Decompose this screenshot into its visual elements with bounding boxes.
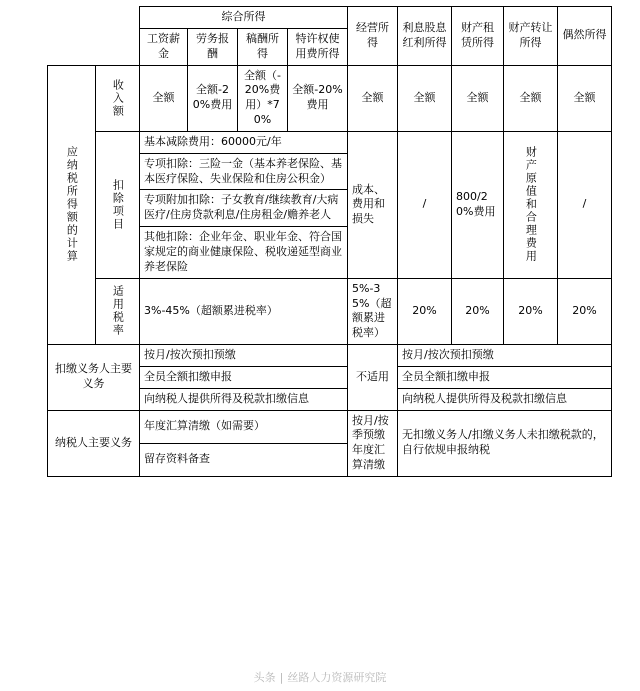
cell-rate-interest: 20% [398,278,452,344]
cell-rate-business: 5%-35%（超额累进税率） [348,278,398,344]
watermark [0,669,640,685]
cell-rate-comprehensive: 3%-45%（超额累进税率） [140,278,348,344]
section-label-withholding-agent-duties: 扣缴义务人主要义务 [48,345,140,411]
row-withholding-1 [48,345,612,367]
row-label-income-amount: 收入额 [96,65,140,131]
cell-income-rent: 全额 [452,65,504,131]
cell-withholding-other-2: 全员全额扣缴申报 [398,366,612,388]
header-col-interest: 利息股息红利所得 [398,7,452,66]
cell-deduction-additional: 专项附加扣除：子女教育/继续教育/大病医疗/住房贷款利息/住房租金/赡养老人 [140,190,348,227]
watermark-source: 头条 [253,671,276,684]
watermark-author: 丝路人力资源研究院 [287,671,387,684]
cell-deduction-business: 成本、费用和损失 [348,131,398,278]
cell-rate-incidental: 20% [558,278,612,344]
row-taxpayer-1 [48,410,612,443]
row-income-amount [48,65,612,131]
header-col-business: 经营所得 [348,7,398,66]
header-col-rent: 财产租赁所得 [452,7,504,66]
cell-income-salary: 全额 [140,65,188,131]
cell-income-transfer: 全额 [504,65,558,131]
watermark-separator: | [279,671,284,684]
cell-deduction-rent: 800/20%费用 [452,131,504,278]
header-group-comprehensive: 综合所得 [140,7,348,29]
header-col-transfer: 财产转让所得 [504,7,558,66]
row-applicable-rate [48,278,612,344]
cell-rate-transfer: 20% [504,278,558,344]
cell-income-writing: 全额（-20%费用）*70% [238,65,288,131]
cell-withholding-business: 不适用 [348,345,398,411]
header-col-franchise: 特许权使用费所得 [288,28,348,65]
cell-taxpayer-comprehensive-2: 留存资料备查 [140,443,348,476]
cell-deduction-interest: / [398,131,452,278]
cell-withholding-comprehensive-1: 按月/按次预扣预缴 [140,345,348,367]
row-deduction-basic [48,131,612,153]
cell-deduction-basic: 基本减除费用：60000元/年 [140,131,348,153]
header-empty-corner-2 [96,7,140,66]
header-col-labor: 劳务报酬 [188,28,238,65]
cell-deduction-transfer: 财产原值和合理费用 [504,131,558,278]
header-col-incidental: 偶然所得 [558,7,612,66]
cell-income-incidental: 全额 [558,65,612,131]
cell-withholding-comprehensive-3: 向纳税人提供所得及税款扣缴信息 [140,388,348,410]
cell-income-interest: 全额 [398,65,452,131]
cell-deduction-special: 专项扣除：三险一金（基本养老保险、基本医疗保险、失业保险和住房公积金） [140,153,348,190]
cell-taxpayer-business: 按月/按季预缴 年度汇算清缴 [348,410,398,476]
header-col-salary: 工资薪金 [140,28,188,65]
cell-taxpayer-other: 无扣缴义务人/扣缴义务人未扣缴税款的，自行依规申报纳税 [398,410,612,476]
cell-withholding-comprehensive-2: 全员全额扣缴申报 [140,366,348,388]
tax-comparison-table [47,6,612,477]
row-label-deduction-items: 扣除项目 [96,131,140,278]
table-header-row-1 [48,7,612,29]
section-label-taxable-income-calc: 应纳税所得额的计算 [48,65,96,345]
cell-income-labor: 全额-20%费用 [188,65,238,131]
cell-taxpayer-comprehensive-1: 年度汇算清缴（如需要） [140,410,348,443]
cell-deduction-incidental: / [558,131,612,278]
cell-withholding-other-1: 按月/按次预扣预缴 [398,345,612,367]
header-col-royalty-writing: 稿酬所得 [238,28,288,65]
section-label-taxpayer-duties: 纳税人主要义务 [48,410,140,476]
cell-deduction-other: 其他扣除：企业年金、职业年金、符合国家规定的商业健康保险、税收递延型商业养老保险 [140,227,348,279]
cell-income-business: 全额 [348,65,398,131]
header-empty-corner [48,7,96,66]
cell-income-franchise: 全额-20%费用 [288,65,348,131]
row-label-applicable-rate: 适用税率 [96,278,140,344]
cell-rate-rent: 20% [452,278,504,344]
tax-comparison-table-container [47,6,611,477]
cell-withholding-other-3: 向纳税人提供所得及税款扣缴信息 [398,388,612,410]
